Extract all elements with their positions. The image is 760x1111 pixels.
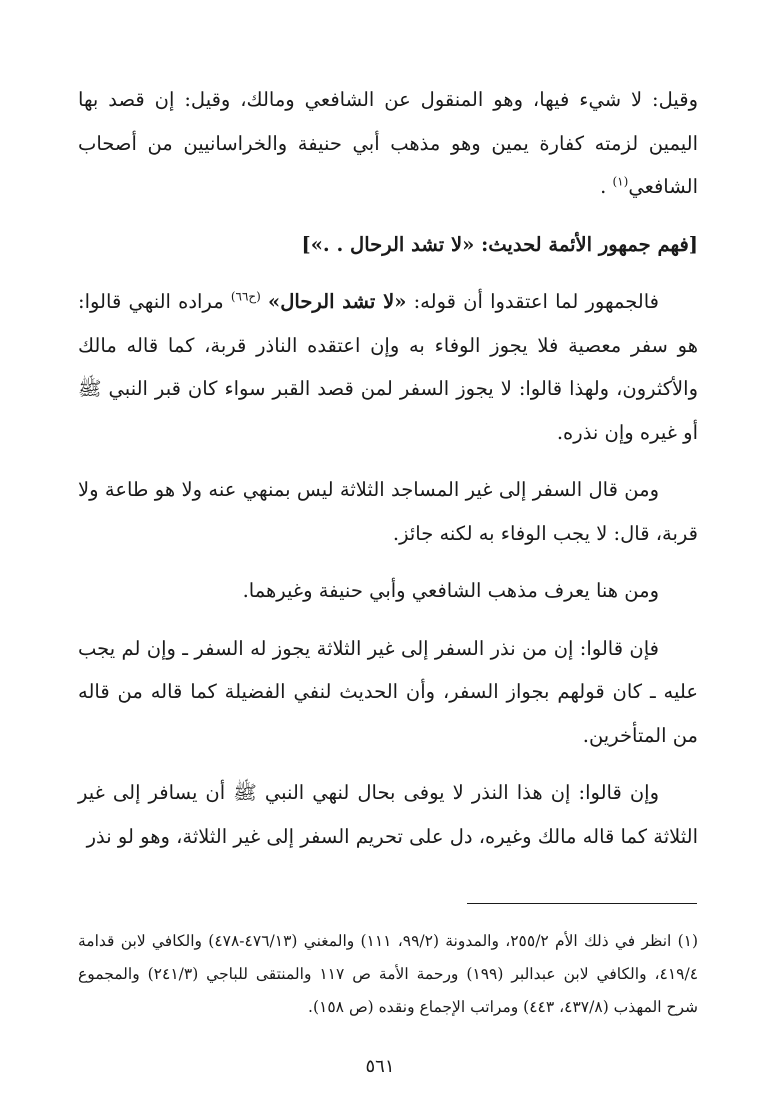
paragraph-5 bbox=[78, 627, 698, 758]
paragraph-4-text: ومن هنا يعرف مذهب الشافعي وأبي حنيفة وغيرهما. bbox=[242, 579, 659, 602]
hadith-reference: (ح٦٦) bbox=[230, 289, 261, 304]
paragraph-6 bbox=[78, 771, 698, 858]
paragraph-5-text: فإن قالوا: إن من نذر السفر إلى غير الثلاثة يجوز له السفر ـ وإن لم يجب عليه ـ كان قولهم بجواز السفر، وأن الحديث لنفي الفضيلة كما قاله من قاله من المتأخرين. bbox=[78, 636, 698, 747]
footnote-divider bbox=[467, 903, 697, 904]
paragraph-1 bbox=[78, 78, 698, 209]
paragraph-3-text: ومن قال السفر إلى غير المساجد الثلاثة ليس بمنهي عنه ولا هو طاعة ولا قربة، قال: لا يجب الوفاء به لكنه جائز. bbox=[78, 478, 698, 545]
paragraph-2-text-b: مراده النهي قالوا: هو سفر معصية فلا يجوز الوفاء به وإن اعتقده الناذر قربة، كما قاله مالك والأكثرون، ولهذا قالوا: لا يجوز السفر لمن قصد القبر سواء كان قبر النبي ﷺ أو غيره وإن نذره. bbox=[78, 290, 698, 444]
section-heading: [فهم جمهور الأئمة لحديث: «لا تشد الرحال . .»] bbox=[301, 232, 698, 256]
hadith-quote: «لا تشد الرحال» bbox=[268, 290, 407, 313]
paragraph-3 bbox=[78, 468, 698, 555]
footnote-marker: (١) bbox=[612, 174, 629, 189]
paragraph-2 bbox=[78, 280, 698, 454]
page-number: ٥٦١ bbox=[365, 1056, 395, 1077]
paragraph-4 bbox=[78, 569, 698, 613]
paragraph-1-end: . bbox=[600, 175, 607, 198]
paragraph-2-text-a: فالجمهور لما اعتقدوا أن قوله: bbox=[406, 290, 659, 313]
paragraph-6-text: وإن قالوا: إن هذا النذر لا يوفى بحال لنهي النبي ﷺ أن يسافر إلى غير الثلاثة كما قاله مالك وغيره، دل على تحريم السفر إلى غير الثلاثة، وهو لو نذر bbox=[78, 781, 698, 848]
paragraph-1-text: وقيل: لا شيء فيها، وهو المنقول عن الشافعي ومالك، وقيل: إن قصد بها اليمين لزمته كفارة يمين وهو مذهب أبي حنيفة والخراسانيين من أصحاب الشافعي bbox=[78, 88, 698, 198]
footnote-1: (١) انظر في ذلك الأم ٢٥٥/٢، والمدونة (٩٩/٢، ١١١) والمغني (٤٧٦/١٣-٤٧٨) والكافي لابن قدامة ٤١٩/٤، والكافي لابن عبدالبر (١٩٩) ورحمة الأمة ص ١١٧ والمنتقى للباجي (٢٤١/٣) والمجموع شرح المهذب (٤٣٧/٨، ٤٤٣) ومراتب الإجماع ونقده (ص ١٥٨). bbox=[78, 932, 699, 1016]
page-body bbox=[78, 78, 698, 858]
